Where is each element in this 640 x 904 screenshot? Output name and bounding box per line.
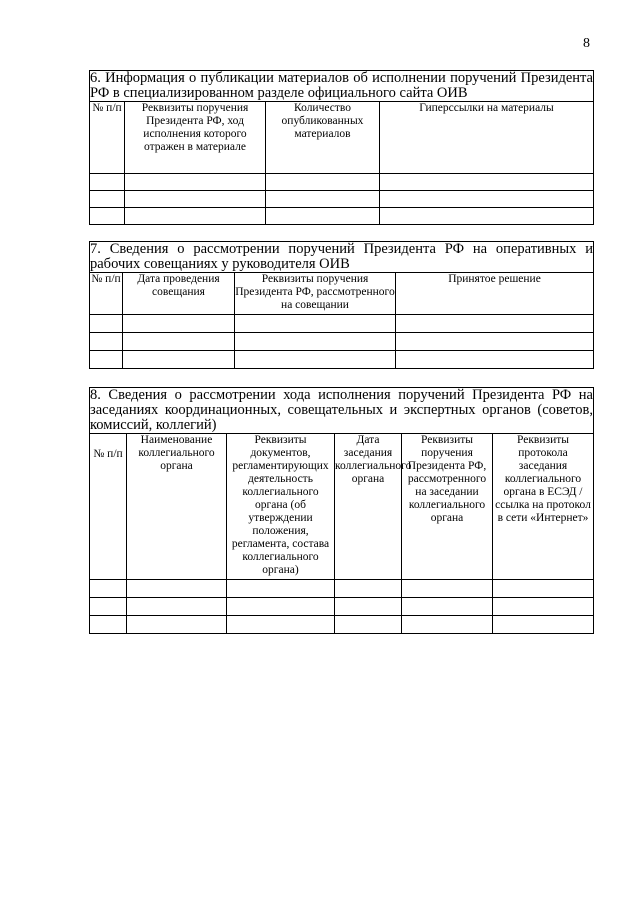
section-6-table	[89, 70, 594, 225]
column-number: № п/п	[90, 434, 127, 580]
section-7-table	[89, 241, 594, 369]
section-8-table	[89, 387, 594, 634]
section-6-title: 6. Информация о публикации материалов об исполнении поручений Президента РФ в специализированном разделе официального сайта ОИВ	[90, 70, 593, 101]
table-row	[90, 333, 594, 351]
column-meeting-date: Дата проведения совещания	[123, 273, 235, 315]
column-hyperlinks: Гиперссылки на материалы	[380, 102, 594, 174]
table-row	[90, 580, 594, 598]
table-row	[90, 208, 594, 225]
column-order-details: Реквизиты поручения Президента РФ, рассмотренного на заседании коллегиального органа	[402, 434, 493, 580]
table-row	[90, 598, 594, 616]
column-number: № п/п	[90, 273, 123, 315]
section-8-title: 8. Сведения о рассмотрении хода исполнения поручений Президента РФ на заседаниях координационных, совещательных и экспертных органов (советов, комиссий, коллегий)	[90, 387, 593, 433]
table-row	[90, 174, 594, 191]
column-order-details: Реквизиты поручения Президента РФ, ход исполнения которого отражен в материале	[125, 102, 266, 174]
table-row	[90, 351, 594, 369]
column-decision: Принятое решение	[396, 273, 594, 315]
column-regulating-documents: Реквизиты документов, регламентирующих деятельность коллегиального органа (об утверждении положения, регламента, состава коллегиального органа)	[227, 434, 335, 580]
table-row	[90, 315, 594, 333]
column-body-name: Наименование коллегиального органа	[127, 434, 227, 580]
section-7-title: 7. Сведения о рассмотрении поручений Президента РФ на оперативных и рабочих совещаниях у руководителя ОИВ	[90, 241, 593, 272]
page-number: 8	[583, 36, 590, 51]
column-materials-count: Количество опубликованных материалов	[266, 102, 380, 174]
column-order-details: Реквизиты поручения Президента РФ, рассмотренного на совещании	[235, 273, 396, 315]
column-number: № п/п	[90, 102, 125, 174]
table-row	[90, 616, 594, 634]
column-meeting-date: Дата заседания коллегиального органа	[335, 434, 402, 580]
column-protocol-details: Реквизиты протокола заседания коллегиального органа в ЕСЭД / ссылка на протокол в сети «Интернет»	[493, 434, 594, 580]
table-row	[90, 191, 594, 208]
